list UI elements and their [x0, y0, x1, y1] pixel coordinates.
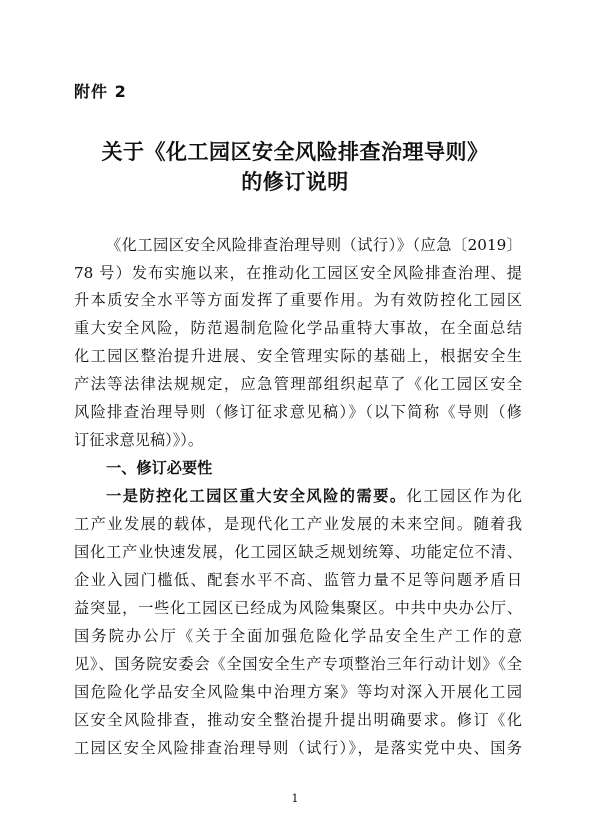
- document-title-line2: 的修订说明: [241, 170, 349, 194]
- paragraph-line: 《化工园区安全风险排查治理导则（试行）》（应急〔2019〕: [106, 236, 522, 254]
- page-number: 1: [291, 792, 299, 805]
- paragraph-line: 国化工产业快速发展，化工园区缺乏规划统筹、功能定位不清、: [74, 543, 522, 561]
- paragraph-line: 产法等法律法规规定，应急管理部组织起草了《化工园区安全: [74, 375, 522, 393]
- paragraph-line: 工产业发展的载体，是现代化工产业发展的未来空间。随着我: [74, 515, 522, 533]
- paragraph-line: 工园区安全风险排查治理导则（试行）》，是落实党中央、国务: [74, 739, 522, 757]
- lead-rest-text: 化工园区作为化: [406, 487, 523, 505]
- paragraph-line: 国务院办公厅《关于全面加强危险化学品安全生产工作的意: [74, 627, 522, 645]
- paragraph-line: 见》、国务院安委会《全国安全生产专项整治三年行动计划》《全: [74, 655, 522, 673]
- paragraph-line: 升本质安全水平等方面发挥了重要作用。为有效防控化工园区: [74, 291, 522, 309]
- paragraph-line: 78 号）发布实施以来，在推动化工园区安全风险排查治理、提: [74, 264, 522, 282]
- paragraph-line: 企业入园门槛低、配套水平不高、监管力量不足等问题矛盾日: [74, 571, 522, 589]
- document-title-line1: 关于《化工园区安全风险排查治理导则》: [101, 140, 489, 164]
- paragraph-line: 区安全风险排查，推动安全整治提升提出明确要求。修订《化: [74, 711, 522, 729]
- paragraph-line: 订征求意见稿）》）。: [74, 431, 204, 449]
- attachment-label: 附件 2: [74, 82, 127, 101]
- paragraph-line: 益突显，一些化工园区已经成为风险集聚区。中共中央办公厅、: [74, 599, 522, 617]
- paragraph-line: 重大安全风险，防范遏制危险化学品重特大事故，在全面总结: [74, 319, 522, 337]
- paragraph-lead-line: [106, 486, 522, 506]
- paragraph-line: 国危险化学品安全风险集中治理方案》等均对深入开展化工园: [74, 683, 522, 701]
- lead-bold-text: 一是防控化工园区重大安全风险的需要。: [106, 487, 407, 505]
- paragraph-line: 风险排查治理导则（修订征求意见稿）》（以下简称《导则（修: [74, 403, 522, 421]
- section-heading-necessity: 一、修订必要性: [106, 459, 213, 477]
- paragraph-line: 化工园区整治提升进展、安全管理实际的基础上，根据安全生: [74, 347, 522, 365]
